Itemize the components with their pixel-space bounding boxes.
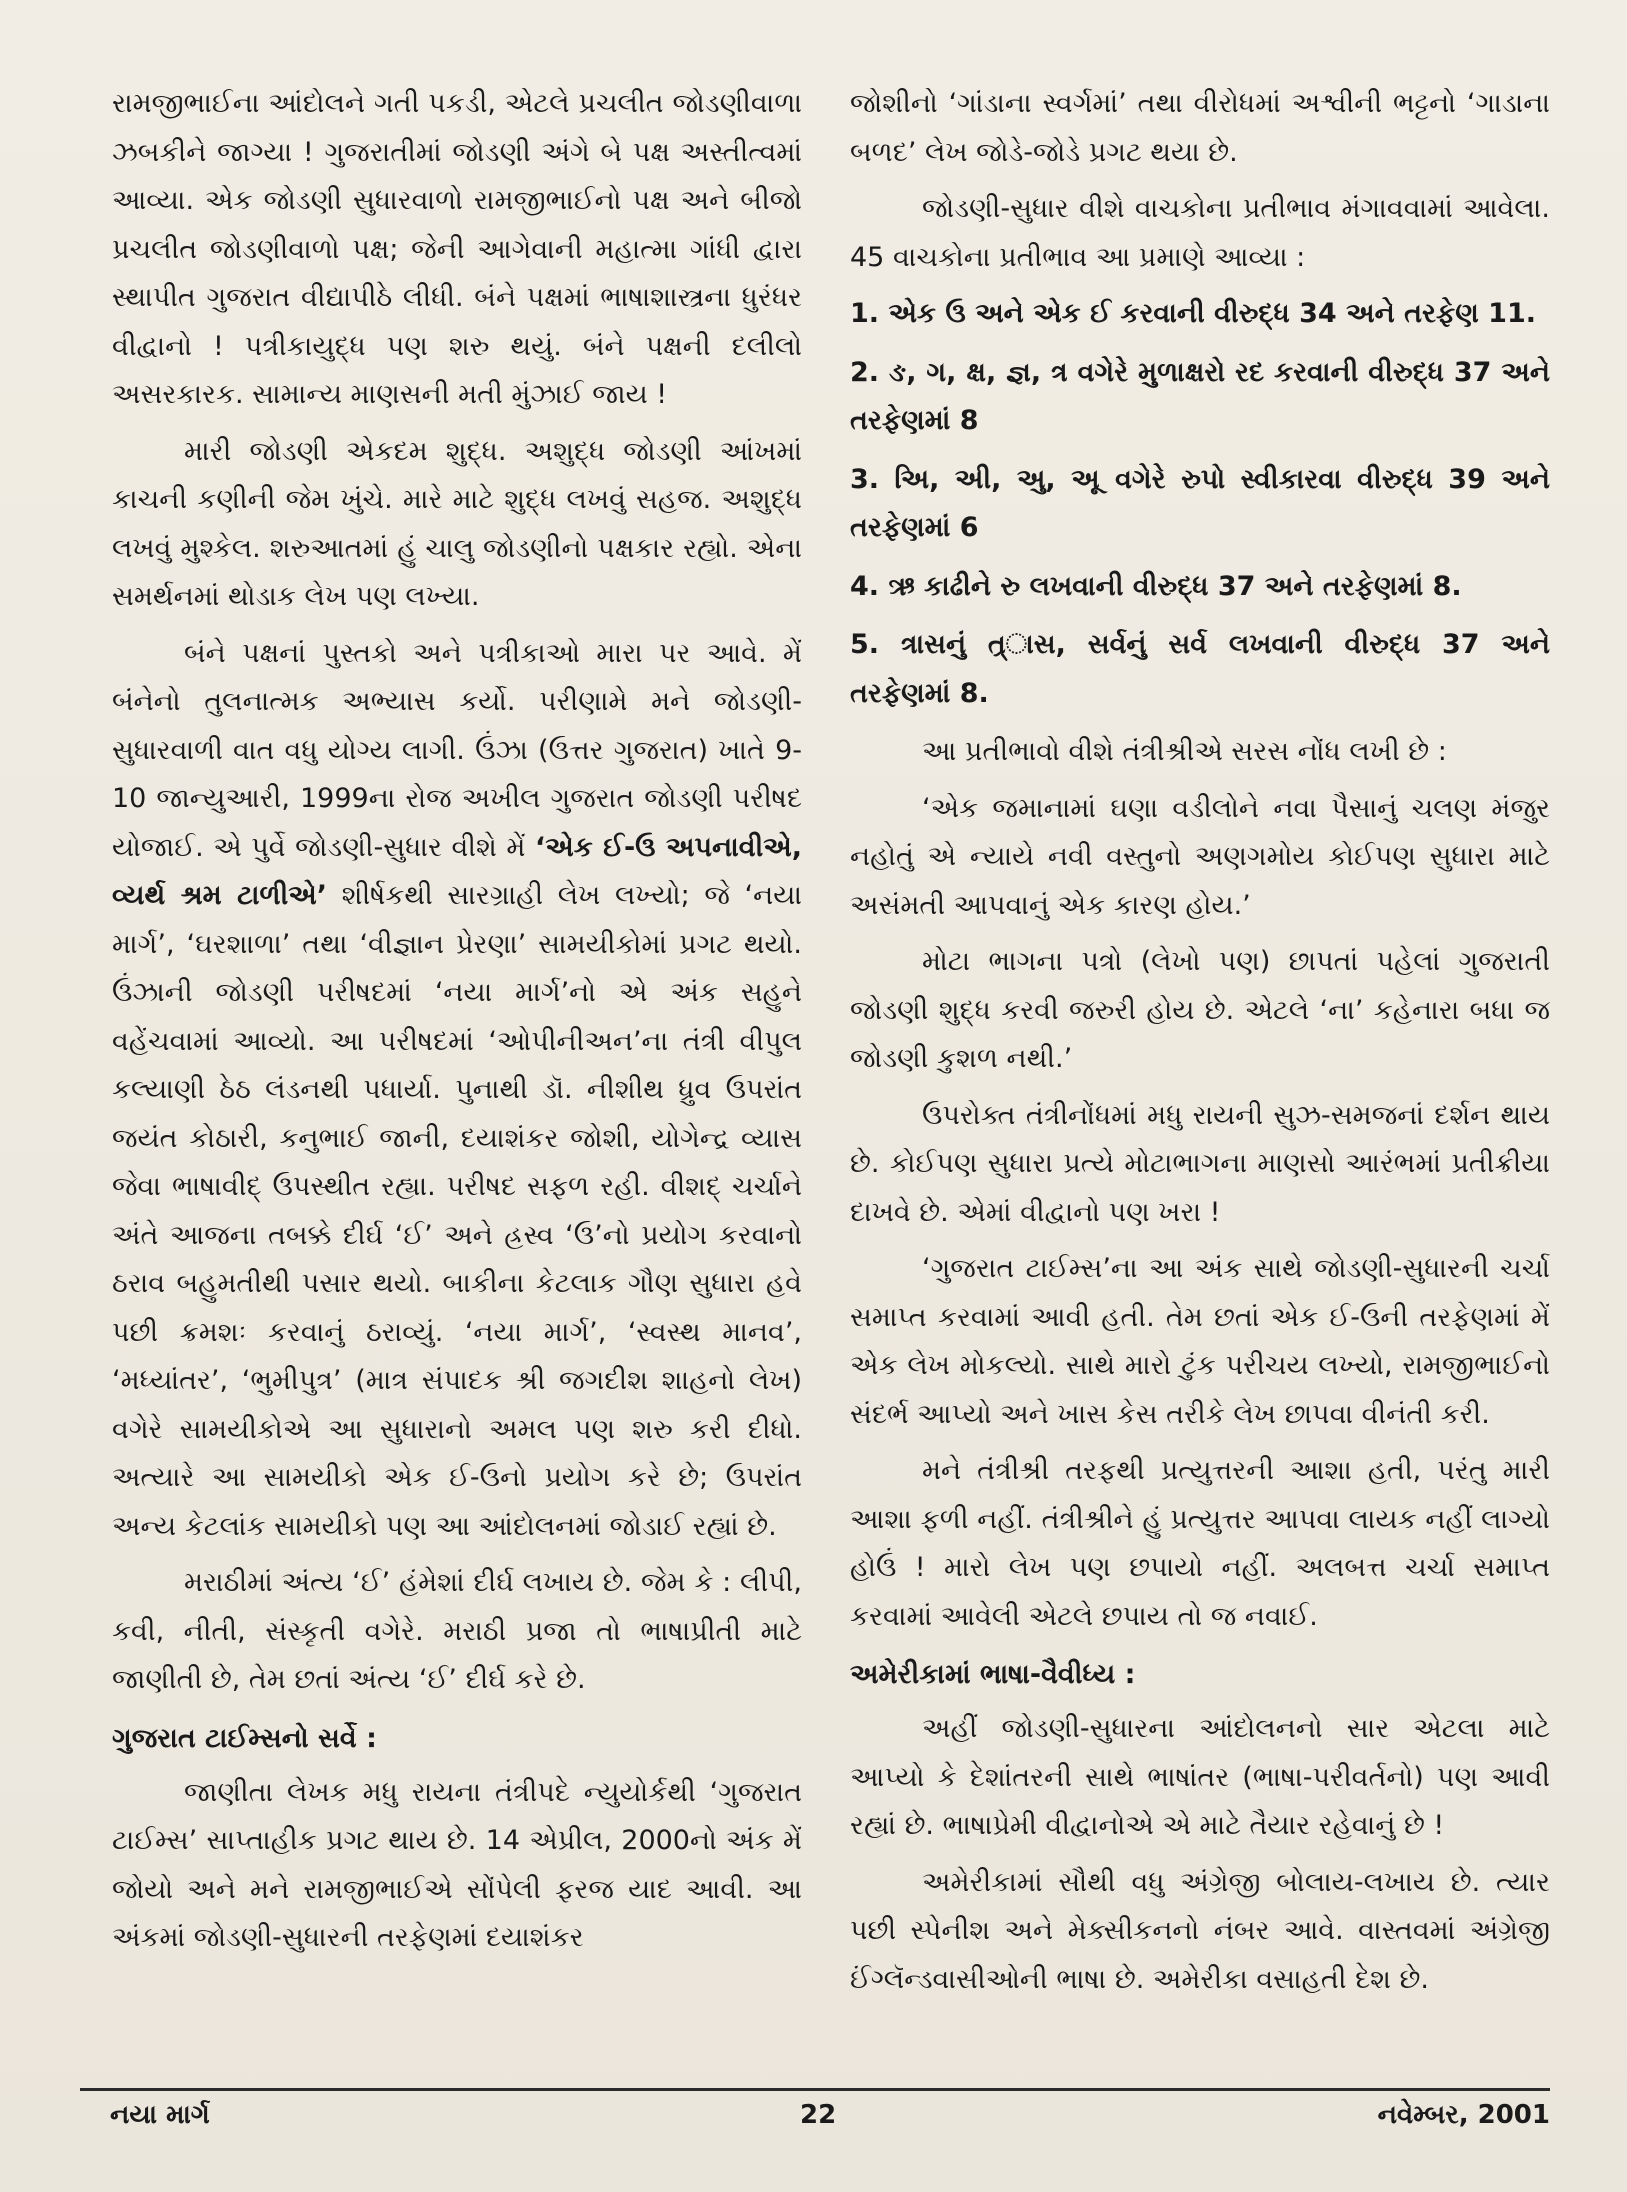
section-heading: અમેરીકામાં ભાષા-વૈવીધ્ય :	[850, 1659, 1136, 1690]
left-column	[112, 80, 802, 1971]
paragraph: અમેરીકામાં સૌથી વધુ અંગ્રેજી બોલાય-લખાય છે. ત્યાર પછી સ્પેનીશ અને મેક્સીકનનો નંબર આવે. વાસ્તવમાં અંગ્રેજી ઈંગ્લૅન્ડવાસીઓની ભાષા છે. અમેરીકા વસાહતી દેશ છે.	[850, 1866, 1550, 1995]
paragraph: જાણીતા લેખક મધુ રાયના તંત્રીપદે ન્યુયોર્કથી ‘ગુજરાત ટાઈમ્સ’ સાપ્તાહીક પ્રગટ થાય છે. 14 એપ્રીલ, 2000નો અંક મેં જોયો અને મને રામજીભાઈએ સોંપેલી ફરજ યાદ આવી. આ અંકમાં જોડણી-સુધારની તરફેણમાં દયાશંકર	[112, 1776, 802, 1953]
survey-result-item: 4. ઋ કાઢીને રુ લખવાની વીરુદ્ધ 37 અને તરફેણમાં 8.	[850, 570, 1462, 602]
paragraph-text: શીર્ષકથી સારગ્રાહી લેખ લખ્યો; જે ‘નયા માર્ગ’, ‘ઘરશાળા’ તથા ‘વીજ્ઞાન પ્રેરણા’ સામયીકોમાં પ્રગટ થયો. ઉંઝાની જોડણી પરીષદમાં ‘નયા માર્ગ’નો એ અંક સહુને વહેંચવામાં આવ્યો. આ પરીષદમાં ‘ઓપીનીઅન’ના તંત્રી વીપુલ કલ્યાણી ઠેઠ લંડનથી પધાર્યા. પુનાથી ડૉ. નીશીથ ધ્રુવ ઉપરાંત જયંત કોઠારી, કનુભાઈ જાની, દયાશંકર જોશી, યોગેન્દ્ર વ્યાસ જેવા ભાષાવીદ્ ઉપસ્થીત રહ્યા. પરીષદ સફળ રહી. વીશદ્ ચર્ચાને અંતે આજના તબક્કે દીર્ઘ ‘ઈ’ અને હ્રસ્વ ‘ઉ’નો પ્રયોગ કરવાનો ઠરાવ બહુમતીથી પસાર થયો. બાકીના કેટલાક ગૌણ સુધારા હવે પછી ક્રમશઃ કરવાનું ઠરાવ્યું. ‘નયા માર્ગ’, ‘સ્વસ્થ માનવ’, ‘મધ્યાંતર’, ‘ભુમીપુત્ર’ (માત્ર સંપાદક શ્રી જગદીશ શાહનો લેખ) વગેરે સામયીકોએ આ સુધારાનો અમલ પણ શરુ કરી દીધો. અત્યારે આ સામયીકો એક ઈ-ઉનો પ્રયોગ કરે છે; ઉપરાંત અન્ય કેટલાંક સામયીકો પણ આ આંદોલનમાં જોડાઈ રહ્યાં છે.	[112, 880, 802, 1542]
paragraph: ‘ગુજરાત ટાઈમ્સ’ના આ અંક સાથે જોડણી-સુધારની ચર્ચા સમાપ્ત કરવામાં આવી હતી. તેમ છતાં એક ઈ-ઉની તરફેણમાં મેં એક લેખ મોકલ્યો. સાથે મારો ટુંક પરીચય લખ્યો, રામજીભાઈનો સંદર્ભ આપ્યો અને ખાસ કેસ તરીકે લેખ છાપવા વીનંતી કરી.	[850, 1253, 1550, 1430]
paragraph: જોશીનો ‘ગાંડાના સ્વર્ગમાં’ તથા વીરોધમાં અશ્વીની ભટ્ટનો ‘ગાડાના બળદ’ લેખ જોડે-જોડે પ્રગટ થયા છે.	[850, 88, 1550, 168]
magazine-name: નયા માર્ગ	[110, 2100, 210, 2130]
paragraph: મને તંત્રીશ્રી તરફથી પ્રત્યુત્તરની આશા હતી, પરંતુ મારી આશા ફળી નહીં. તંત્રીશ્રીને હું પ્રત્યુત્તર આપવા લાયક નહીં લાગ્યો હોઉં ! મારો લેખ પણ છપાયો નહીં. અલબત્ત ચર્ચા સમાપ્ત કરવામાં આવેલી એટલે છપાય તો જ નવાઈ.	[850, 1455, 1550, 1632]
right-column	[850, 80, 1550, 2012]
paragraph: આ પ્રતીભાવો વીશે તંત્રીશ્રીએ સરસ નોંધ લખી છે :	[922, 736, 1447, 767]
paragraph: ‘એક જમાનામાં ઘણા વડીલોને નવા પૈસાનું ચલણ મંજુર નહોતું એ ન્યાયે નવી વસ્તુનો અણગમોય કોઈપણ સુધારા માટે અસંમતી આપવાનું એક કારણ હોય.’	[850, 792, 1550, 921]
paragraph: મારી જોડણી એકદમ શુદ્ધ. અશુદ્ધ જોડણી આંખમાં કાચની કણીની જેમ ખુંચે. મારે માટે શુદ્ધ લખવું સહજ. અશુદ્ધ લખવું મુશ્કેલ. શરુઆતમાં હું ચાલુ જોડણીનો પક્ષકાર રહ્યો. એના સમર્થનમાં થોડાક લેખ પણ લખ્યા.	[112, 435, 802, 612]
survey-result-item: 3. અિ, અી, અુ, અૂ વગેરે રુપો સ્વીકારવા વીરુદ્ધ 39 અને તરફેણમાં 6	[850, 463, 1550, 543]
paragraph: જોડણી-સુધાર વીશે વાચકોના પ્રતીભાવ મંગાવવામાં આવેલા. 45 વાચકોના પ્રતીભાવ આ પ્રમાણે આવ્યા :	[850, 193, 1550, 273]
footer-divider	[80, 2088, 1550, 2091]
paragraph: ઉપરોક્ત તંત્રીનોંધમાં મધુ રાયની સુઝ-સમજનાં દર્શન થાય છે. કોઈપણ સુધારા પ્રત્યે મોટાભાગના માણસો આરંભમાં પ્રતીક્રીયા દાખવે છે. એમાં વીદ્વાનો પણ ખરા !	[850, 1099, 1550, 1228]
paragraph-text: બંને પક્ષનાં પુસ્તકો અને પત્રીકાઓ મારા પર આવે. મેં બંનેનો તુલનાત્મક અભ્યાસ કર્યો. પરીણામે મને જોડણી-સુધારવાળી વાત વધુ યોગ્ય લાગી. ઉંઝા (ઉત્તર ગુજરાત) ખાતે 9-10 જાન્યુઆરી, 1999ના રોજ અખીલ ગુજરાત જોડણી પરીષદ યોજાઈ. એ પુર્વે જોડણી-સુધાર વીશે મેં	[112, 637, 802, 863]
page-number: 22	[800, 2100, 837, 2130]
survey-result-item: 1. એક ઉ અને એક ઈ કરવાની વીરુદ્ધ 34 અને તરફેણ 11.	[850, 298, 1536, 329]
survey-result-item: 2. ઙ, ગ, ક્ષ, જ્ઞ, ત્ર વગેરે મુળાક્ષરો રદ કરવાની વીરુદ્ધ 37 અને તરફેણમાં 8	[850, 356, 1550, 436]
page-footer	[80, 2100, 1550, 2140]
paragraph: અહીં જોડણી-સુધારના આંદોલનનો સાર એટલા માટે આપ્યો કે દેશાંતરની સાથે ભાષાંતર (ભાષા-પરીવર્તનો) પણ આવી રહ્યાં છે. ભાષાપ્રેમી વીદ્વાનોએ એ માટે તૈયાર રહેવાનું છે !	[850, 1713, 1550, 1841]
paragraph: રામજીભાઈના આંદોલને ગતી પકડી, એટલે પ્રચલીત જોડણીવાળા ઝબકીને જાગ્યા ! ગુજરાતીમાં જોડણી અંગે બે પક્ષ અસ્તીત્વમાં આવ્યા. એક જોડણી સુધારવાળો રામજીભાઈનો પક્ષ અને બીજો પ્રચલીત જોડણીવાળો પક્ષ; જેની આગેવાની મહાત્મા ગાંધી દ્વારા સ્થાપીત ગુજરાત વીદ્યાપીઠે લીધી. બંને પક્ષમાં ભાષાશાસ્ત્રના ધુરંધર વીદ્વાનો ! પત્રીકાયુદ્ધ પણ શરુ થયું. બંને પક્ષની દલીલો અસરકારક. સામાન્ય માણસની મતી મુંઝાઈ જાય !	[112, 88, 802, 410]
paragraph: મરાઠીમાં અંત્ય ‘ઈ’ હંમેશાં દીર્ઘ લખાય છે. જેમ કે : લીપી, કવી, નીતી, સંસ્કૃતી વગેરે. મરાઠી પ્રજા તો ભાષાપ્રીતી માટે જાણીતી છે, તેમ છતાં અંત્ય ‘ઈ’ દીર્ઘ કરે છે.	[112, 1567, 802, 1695]
issue-date: નવેમ્બર, 2001	[1377, 2100, 1550, 2130]
paragraph: મોટા ભાગના પત્રો (લેખો પણ) છાપતાં પહેલાં ગુજરાતી જોડણી શુદ્ધ કરવી જરુરી હોય છે. એટલે ‘ના’ કહેનારા બધા જ જોડણી કુશળ નથી.’	[850, 946, 1550, 1074]
survey-result-item: 5. ત્રાસનું ત્ર્ાસ, સર્વનું સર્વ લખવાની વીરુદ્ધ 37 અને તરફેણમાં 8.	[850, 629, 1550, 709]
paragraph	[112, 630, 802, 1552]
section-heading: ગુજરાત ટાઈમ્સનો સર્વે :	[112, 1722, 377, 1754]
bold-article-title: ‘એક ઈ-ઉ અપનાવીએ, વ્યર્થ શ્રમ ટાળીએ’	[112, 831, 802, 911]
